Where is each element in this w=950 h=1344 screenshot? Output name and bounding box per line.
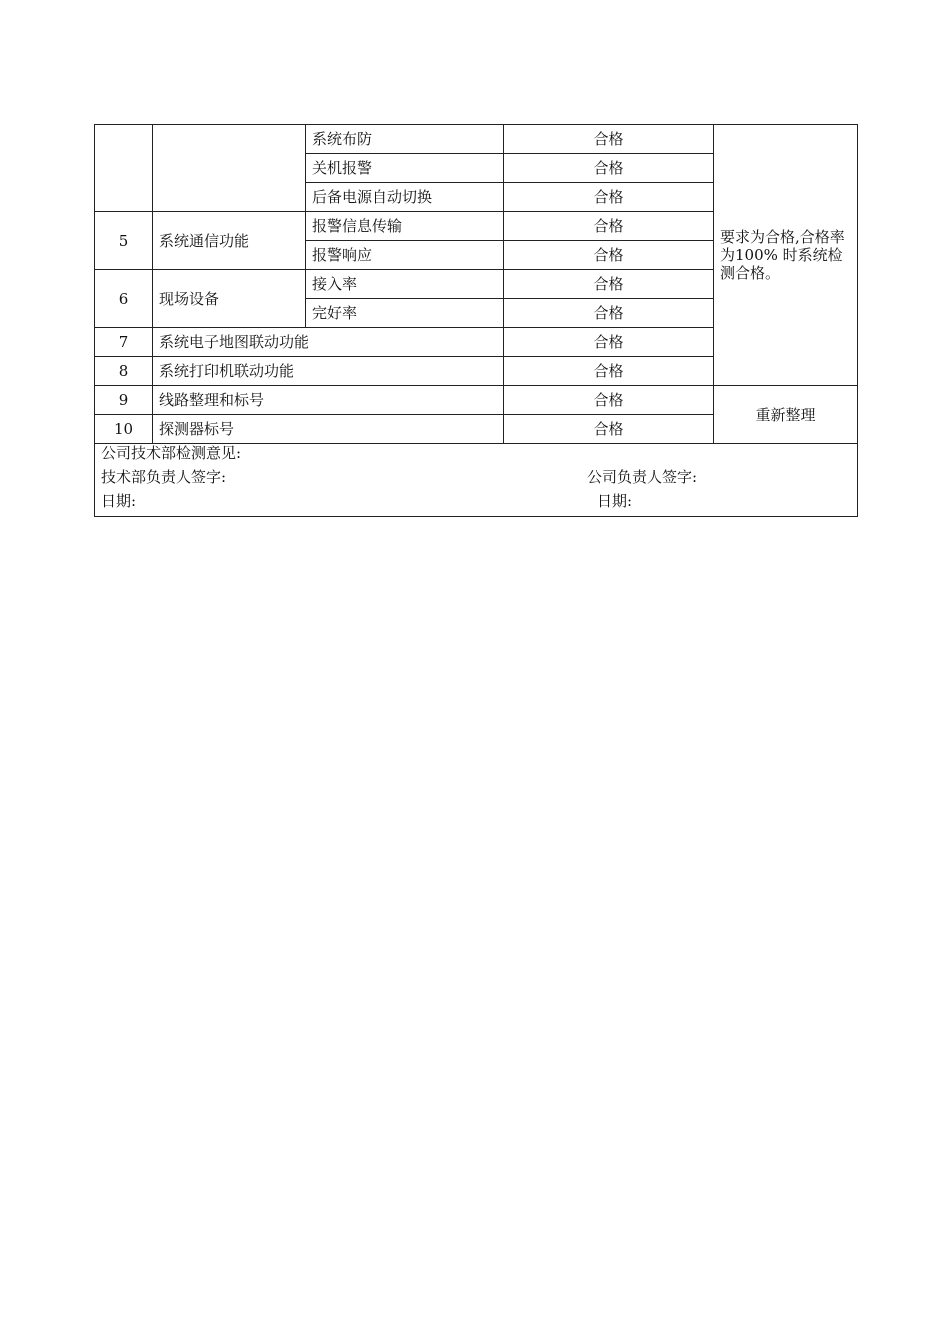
result-cell: 合格 [504,183,714,212]
result-cell: 合格 [504,299,714,328]
row-number-cell: 5 [95,212,153,270]
sub-item-cell: 接入率 [306,270,504,299]
opinion-line [101,444,851,468]
result-cell: 合格 [504,212,714,241]
sub-item-cell: 后备电源自动切换 [306,183,504,212]
footer-row [95,444,858,517]
row-number-cell: 6 [95,270,153,328]
row-number-cell: 8 [95,357,153,386]
row-number-cell: 9 [95,386,153,415]
result-cell: 合格 [504,241,714,270]
signature-line [101,468,851,492]
result-cell: 合格 [504,415,714,444]
opinion-label: 公司技术部检测意见: [101,444,242,462]
row-number-cell [95,125,153,212]
result-cell: 合格 [504,357,714,386]
table-row [95,125,858,154]
table-row [95,386,858,415]
item-group-cell [153,125,306,212]
sub-item-cell: 完好率 [306,299,504,328]
item-group-cell: 系统打印机联动功能 [153,357,504,386]
result-cell: 合格 [504,328,714,357]
date-label-left: 日期: [101,492,137,510]
item-group-cell: 系统通信功能 [153,212,306,270]
sub-item-cell: 报警响应 [306,241,504,270]
sub-item-cell: 系统布防 [306,125,504,154]
sub-item-cell: 报警信息传输 [306,212,504,241]
company-sign-label: 公司负责人签字: [587,468,698,486]
footer-cell [95,444,858,517]
requirement-note: 要求为合格,合格率为100% 时系统检测合格。 [714,125,858,386]
item-group-cell: 线路整理和标号 [153,386,504,415]
row-number-cell: 7 [95,328,153,357]
result-cell: 合格 [504,125,714,154]
item-group-cell: 探测器标号 [153,415,504,444]
item-group-cell: 系统电子地图联动功能 [153,328,504,357]
tech-sign-label: 技术部负责人签字: [101,468,227,486]
result-cell: 合格 [504,386,714,415]
result-cell: 合格 [504,270,714,299]
date-line [101,492,851,516]
inspection-table [94,124,858,517]
result-cell: 合格 [504,154,714,183]
row-number-cell: 10 [95,415,153,444]
reorganize-note: 重新整理 [714,386,858,444]
date-label-right: 日期: [597,492,633,510]
sub-item-cell: 关机报警 [306,154,504,183]
item-group-cell: 现场设备 [153,270,306,328]
